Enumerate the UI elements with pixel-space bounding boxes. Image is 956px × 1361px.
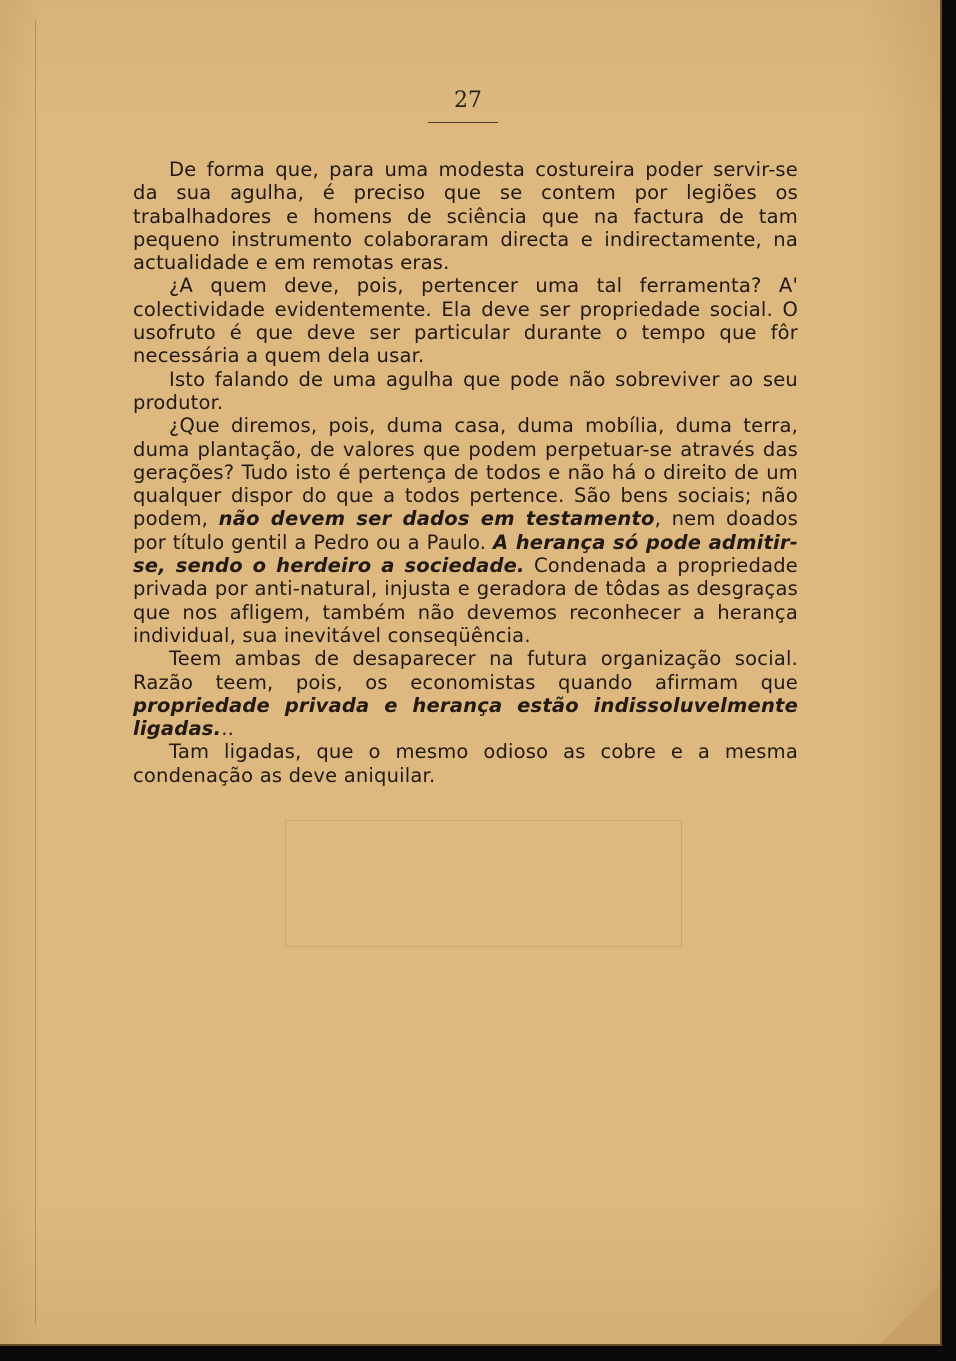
paragraph [133, 647, 798, 740]
paragraph-text: , nem doados por título gentil a Pedro ou a Paulo. [133, 507, 798, 554]
page-fold-line [35, 20, 36, 1324]
paragraph-text: Condenada a propriedade privada por anti-natural, injusta e geradora de tôdas as desgraças que nos afligem, também não devemos reconhecer a herança individual, sua inevitável conseqüência. [133, 554, 798, 647]
paragraph [133, 414, 798, 647]
paragraph-text: Isto falando de uma agulha que pode não sobreviver ao seu produtor. [133, 367, 798, 414]
emphasized-text: não devem ser dados em testamento [218, 507, 655, 531]
emphasized-text: A herança só pode admitir-se, sendo o herdeiro a sociedade. [133, 530, 799, 578]
paragraph [133, 274, 798, 367]
page-number-rule [428, 122, 498, 123]
paragraph-text: Tam ligadas, que o mesmo odioso as cobre e a mesma condenação as deve aniquilar. [133, 740, 798, 787]
emphasized-text: propriedade privada e herança estão indissoluvelmente ligadas. [133, 693, 798, 741]
paragraph-text: De forma que, para uma modesta costureira poder servir-se da sua agulha, é preciso que se contem por legiões os trabalhadores e homens de sciência que na factura de tam pequeno instrumento colaboraram directa e indirectamente, na actualidade e em remotas eras. [133, 158, 798, 275]
body-text [133, 158, 798, 787]
paragraph [133, 740, 798, 787]
paragraph [133, 158, 798, 274]
paragraph-text: Teem ambas de desaparecer na futura organização social. Razão teem, pois, os economistas quando afirmam que [133, 647, 798, 694]
faded-stamp-mark [285, 820, 682, 947]
paragraph-text: ¿Que diremos, pois, duma casa, duma mobília, duma terra, duma plantação, de valores que podem perpetuar-se através das gerações? Tudo isto é pertença de todos e não há o direito de um qualquer dispor do que a todos pertence. São bens sociais; não podem, [133, 414, 798, 531]
paragraph-text: ¿A quem deve, pois, pertencer uma tal ferramenta? A' colectividade evidentemente. Ela deve ser propriedade social. O usofruto é que deve ser particular durante o tempo que fôr necessária a quem dela usar. [133, 274, 798, 368]
folded-corner [880, 1284, 940, 1344]
page-number: 27 [454, 88, 482, 113]
paragraph-text: .. [221, 717, 235, 741]
paragraph [133, 368, 798, 415]
